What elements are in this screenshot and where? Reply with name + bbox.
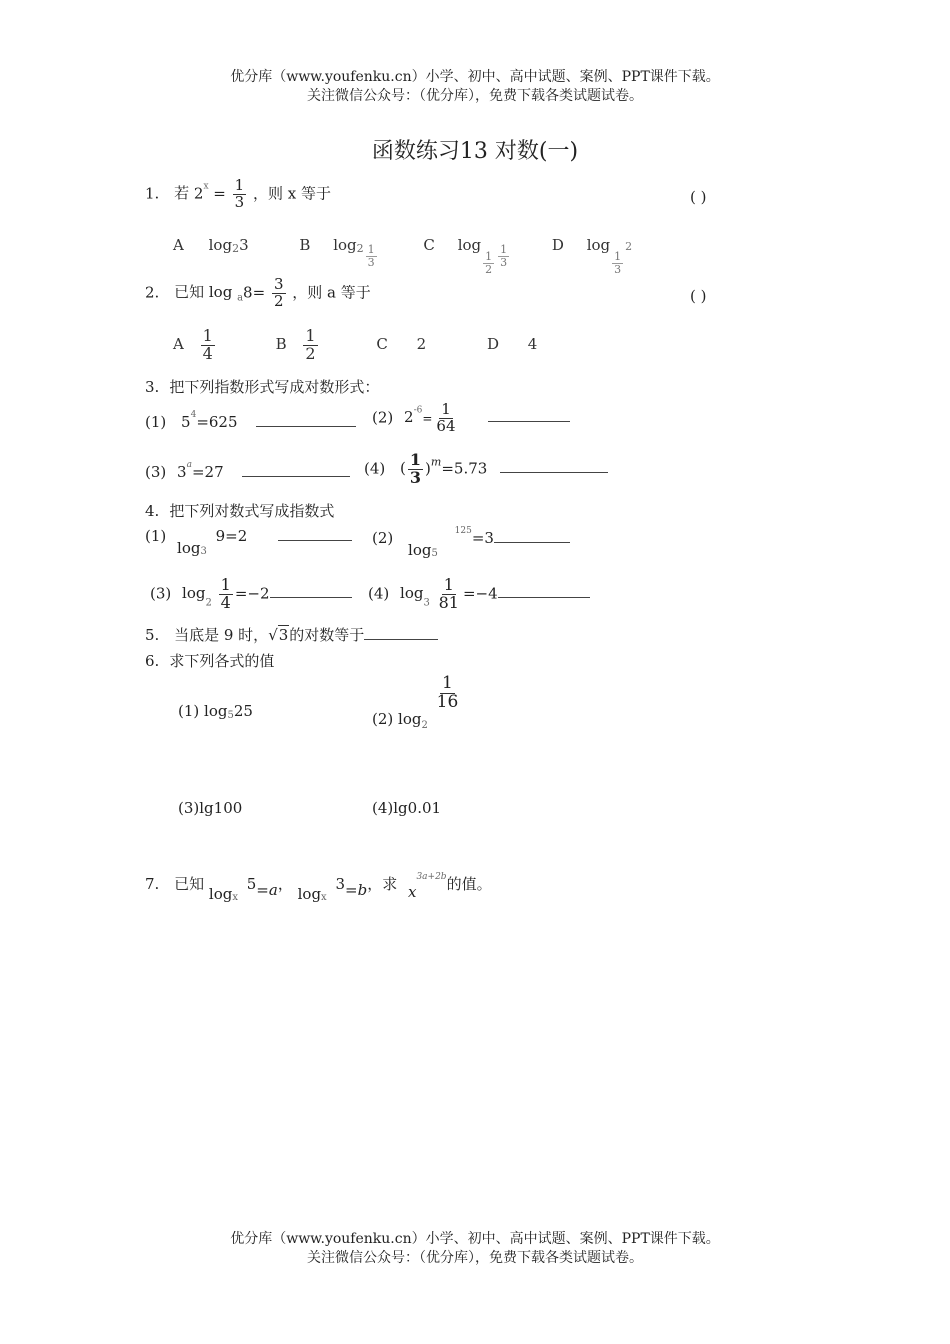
- question-7: 7. 已知 $\log_x 5=a$， $\log_x 3=b$，求 $x^{3a+2b}$的值。: [145, 872, 492, 903]
- answer-blank[interactable]: [500, 458, 608, 473]
- page-title: 函数练习13 对数(一): [371, 139, 579, 164]
- base: 2: [193, 184, 204, 203]
- header-line-1: 优分库（www.youfenku.cn）小学、初中、高中试题、案例、PPT课件下载。: [230, 69, 720, 85]
- answer-blank[interactable]: [364, 625, 438, 640]
- q3-part-1: (1) $5^4=625$: [145, 410, 356, 431]
- question-text-post: ，则 x 等于: [252, 184, 331, 203]
- q3-part-3: (3) $3^a=27$: [145, 460, 350, 481]
- q4-part-3: (3) $\log_2$ $\frac{1}{4}$ =−2: [150, 577, 352, 612]
- answer-blank[interactable]: [498, 583, 590, 598]
- option-d[interactable]: D log $\frac{1}{3}$ 2: [551, 236, 633, 276]
- q4-part-1: (1) $\log_3 9=2$: [145, 526, 352, 551]
- option-b[interactable]: B log2 $\frac{1}{3}$: [299, 236, 375, 269]
- q2-options: [173, 328, 537, 363]
- q1-options: [173, 236, 632, 275]
- answer-blank[interactable]: [494, 528, 570, 543]
- log-argument: 8=: [243, 283, 266, 302]
- answer-blank[interactable]: [242, 462, 350, 477]
- option-c[interactable]: C log $\frac{1}{2}$ $\frac{1}{3}$: [423, 236, 508, 276]
- option-a[interactable]: A log23: [173, 236, 249, 255]
- q4-part-2: (2) $\log_5 ^{125}=3$: [372, 526, 570, 553]
- question-text-post: ，则 a 等于: [292, 283, 371, 302]
- q6-part-1: (1) $\log_525$: [178, 702, 253, 721]
- square-root: √3: [268, 626, 289, 644]
- exponent: x: [203, 181, 209, 192]
- fraction: $\frac{3}{2}$: [273, 275, 284, 310]
- answer-blank[interactable]: [488, 407, 570, 422]
- question-3: 3. 把下列指数形式写成对数形式：: [145, 378, 380, 396]
- log-base: a: [237, 292, 244, 304]
- answer-blank[interactable]: [256, 412, 356, 427]
- question-number: 2.: [145, 283, 160, 302]
- answer-paren-1: ( ): [690, 188, 707, 206]
- question-6: 6. 求下列各式的值: [145, 652, 275, 670]
- q3-part-4: (4) ( $\frac{1}{3}$ )$^m$=5.73: [364, 452, 608, 487]
- question-number: 1.: [145, 184, 160, 203]
- question-4: 4. 把下列对数式写成指数式: [145, 502, 335, 520]
- answer-blank[interactable]: [270, 583, 352, 598]
- header-line-2: 关注微信公众号：（优分库），免费下载各类试题试卷。: [307, 88, 643, 104]
- footer-line-2: 关注微信公众号：（优分库），免费下载各类试题试卷。: [307, 1250, 643, 1266]
- footer-line-1: 优分库（www.youfenku.cn）小学、初中、高中试题、案例、PPT课件下载。: [230, 1231, 720, 1247]
- q4-part-4: (4) $\log_3$ $\frac{1}{81}$ =−4: [368, 577, 590, 612]
- q3-part-2: (2) $2^{-6}=$ $\frac{1}{64}$: [372, 402, 570, 435]
- q6-part-3: (3)lg100: [178, 799, 243, 817]
- equals: =: [213, 184, 226, 203]
- answer-blank[interactable]: [278, 526, 352, 541]
- question-1: [145, 178, 331, 211]
- fraction: $\frac{1}{3}$: [234, 176, 245, 211]
- question-text-pre: 若: [174, 184, 190, 203]
- option-b[interactable]: B $\frac{1}{2}$: [275, 326, 316, 363]
- question-text-pre: 已知 log: [174, 283, 233, 302]
- q6-part-2: (2) $\log_2$ $\frac{1}{16}$: [372, 673, 459, 732]
- option-c[interactable]: C 2: [376, 335, 427, 354]
- answer-paren-2: ( ): [690, 287, 707, 305]
- question-5: 5. 当底是 9 时，√3的对数等于: [145, 624, 438, 645]
- question-2: [145, 277, 371, 310]
- option-d[interactable]: D 4: [486, 335, 538, 354]
- q6-part-4: (4)lg0.01: [372, 799, 442, 817]
- option-a[interactable]: A $\frac{1}{4}$: [173, 326, 213, 363]
